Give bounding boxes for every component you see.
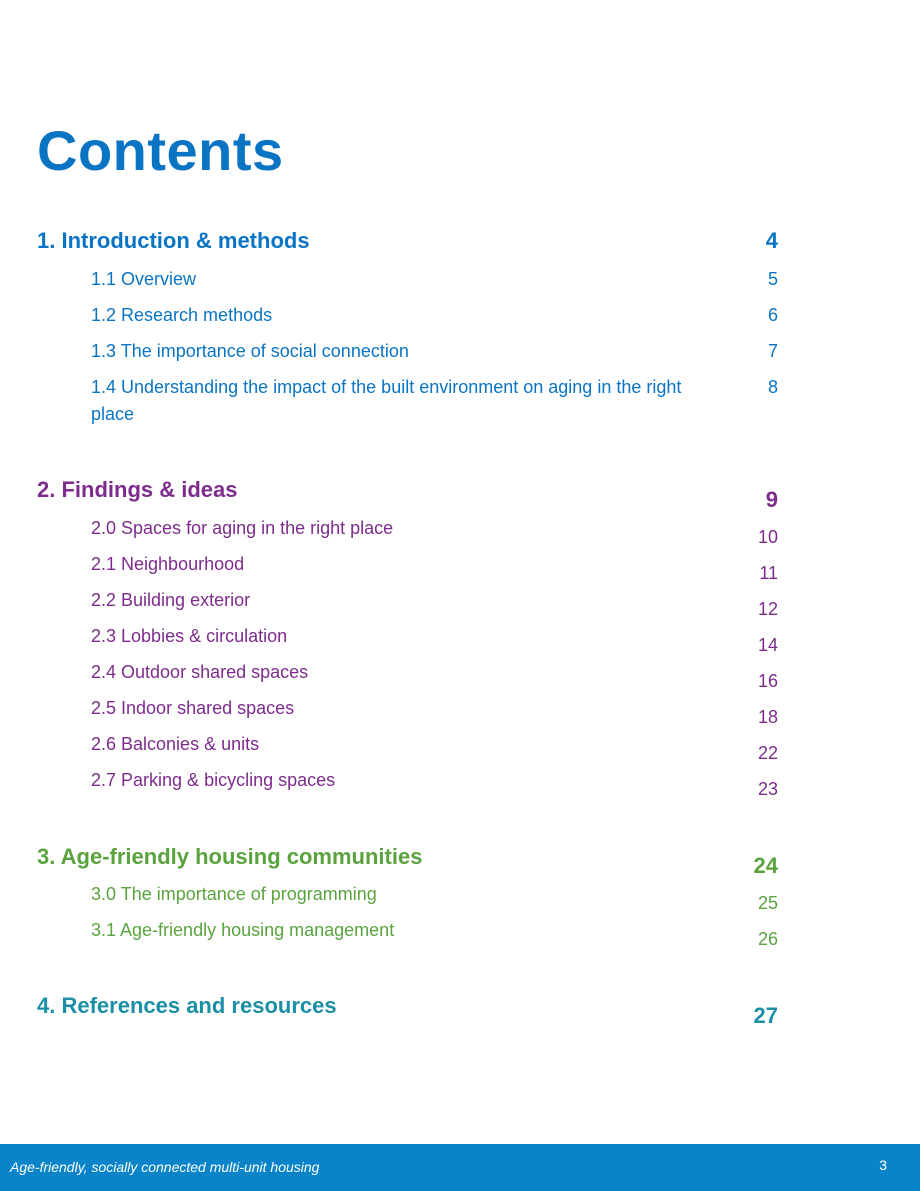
toc-item-1-2[interactable]: 1.2 Research methods	[91, 305, 273, 325]
page-number: 3	[879, 1157, 887, 1173]
toc-item-2-5-page: 18	[757, 707, 778, 727]
toc-item-1-3-page: 7	[767, 341, 778, 361]
toc-section-2-page: 9	[765, 487, 778, 512]
toc-item-3-0-page: 25	[757, 893, 778, 913]
toc-item-1-4-page: 8	[767, 377, 778, 397]
toc-section-1-title[interactable]: 1. Introduction & methods	[37, 228, 310, 253]
toc-item-3-1-page: 26	[757, 929, 778, 949]
toc-item-1-1-page: 5	[767, 269, 778, 289]
toc-item-2-7-page: 23	[757, 779, 778, 799]
page-title: Contents	[37, 119, 284, 182]
toc-item-1-1[interactable]: 1.1 Overview	[91, 269, 197, 289]
footer-text: Age-friendly, socially connected multi-unit housing	[10, 1159, 320, 1175]
toc-item-2-3-page: 14	[757, 635, 778, 655]
toc-item-2-2[interactable]: 2.2 Building exterior	[91, 590, 251, 610]
toc-item-2-5[interactable]: 2.5 Indoor shared spaces	[91, 698, 295, 718]
toc-item-2-6-page: 22	[757, 743, 778, 763]
toc-section-4-page: 27	[753, 1003, 778, 1028]
toc-item-1-2-page: 6	[767, 305, 778, 325]
toc-item-1-4[interactable]: 1.4 Understanding the impact of the built environment on aging in the right place	[91, 377, 682, 424]
toc-item-2-1-page: 11	[759, 563, 778, 583]
toc-item-2-1[interactable]: 2.1 Neighbourhood	[91, 554, 245, 574]
toc-item-2-0-page: 10	[757, 527, 778, 547]
footer-bar	[0, 1144, 920, 1191]
toc-section-4-title[interactable]: 4. References and resources	[37, 993, 337, 1018]
toc-item-2-6[interactable]: 2.6 Balconies & units	[91, 734, 260, 754]
toc-item-3-0[interactable]: 3.0 The importance of programming	[91, 884, 377, 904]
toc-item-2-4[interactable]: 2.4 Outdoor shared spaces	[91, 662, 309, 682]
toc-item-2-0[interactable]: 2.0 Spaces for aging in the right place	[91, 518, 394, 538]
toc-item-3-1[interactable]: 3.1 Age-friendly housing management	[91, 920, 395, 940]
toc-item-2-3[interactable]: 2.3 Lobbies & circulation	[91, 626, 288, 646]
toc-item-2-2-page: 12	[757, 599, 778, 619]
toc-item-2-7[interactable]: 2.7 Parking & bicycling spaces	[91, 770, 336, 790]
toc-section-2-title[interactable]: 2. Findings & ideas	[37, 477, 238, 502]
toc-section-3-title[interactable]: 3. Age-friendly housing communities	[37, 844, 423, 869]
toc-item-2-4-page: 16	[757, 671, 778, 691]
toc-section-3-page: 24	[753, 853, 778, 878]
toc-section-1-page: 4	[765, 228, 778, 253]
toc-item-1-3[interactable]: 1.3 The importance of social connection	[91, 341, 409, 361]
